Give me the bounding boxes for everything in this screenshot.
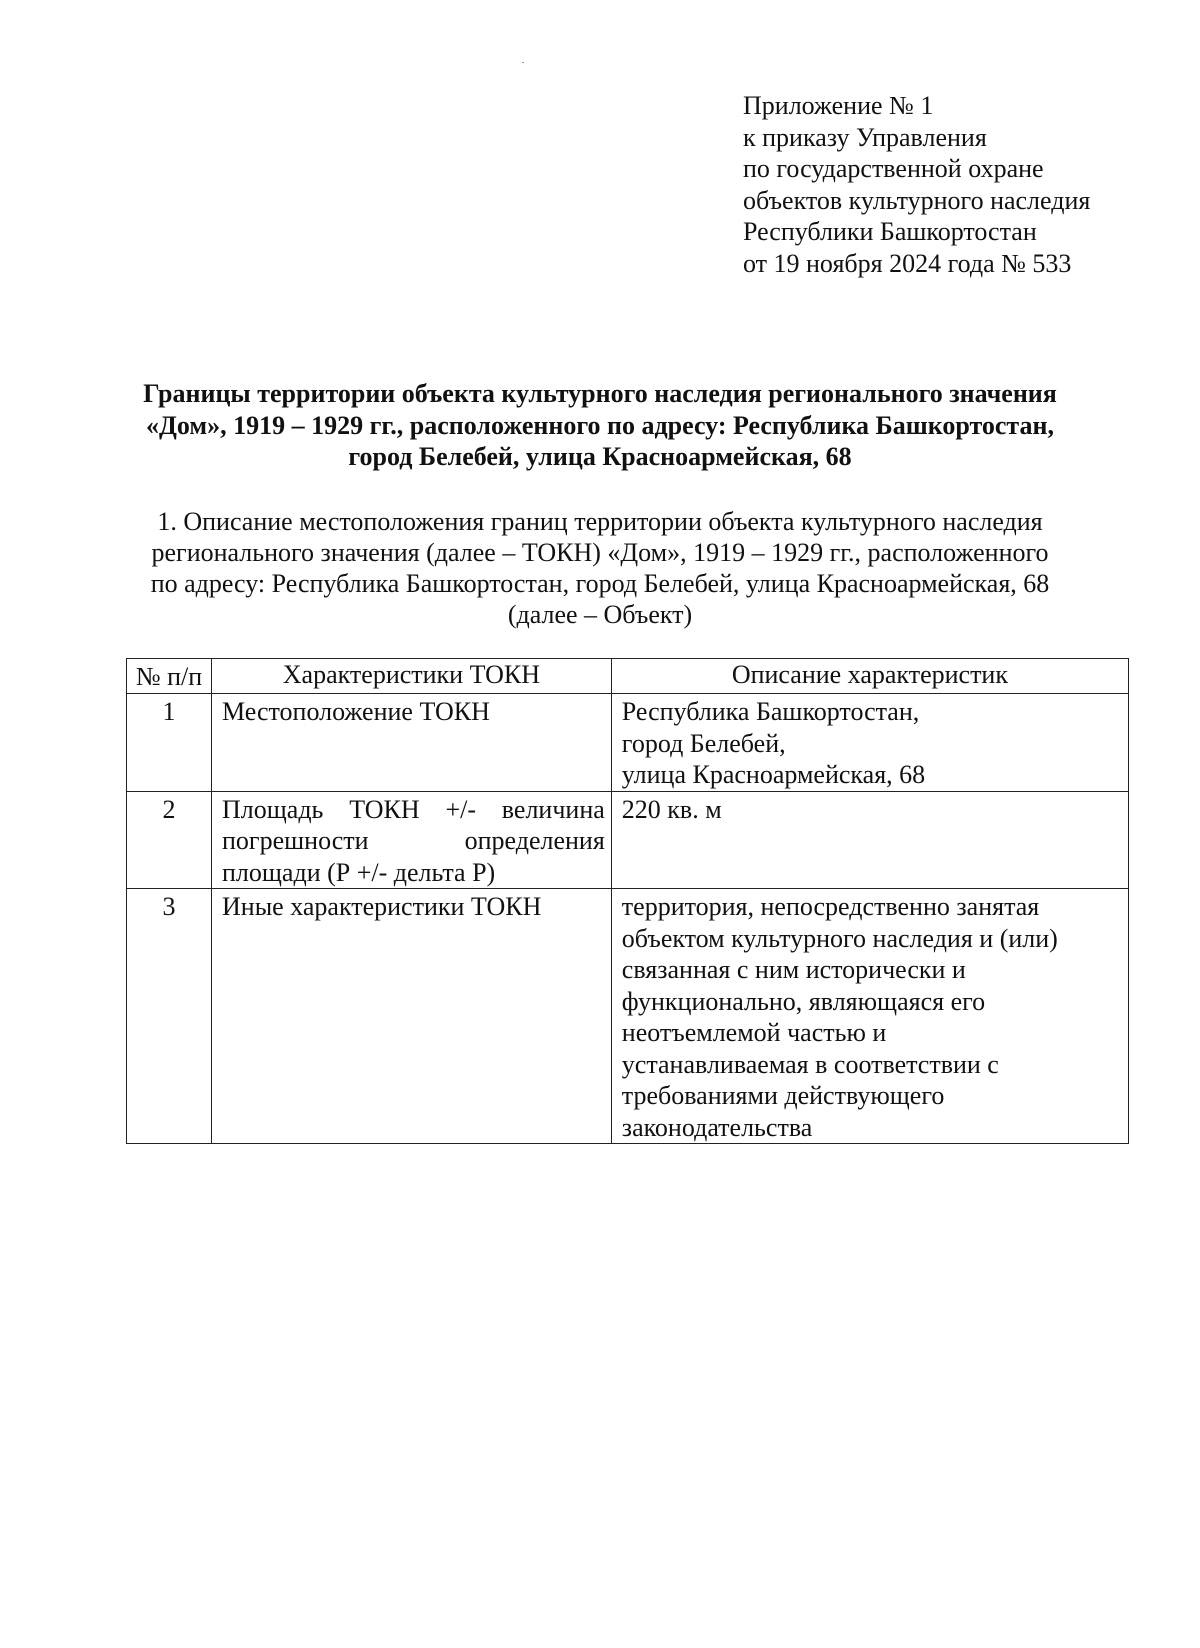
row-characteristic	[212, 791, 612, 889]
header-description: Описание характеристик	[611, 659, 1128, 694]
header-characteristics: Характеристики ТОКН	[212, 659, 612, 694]
description-line: устанавливаемая в соответствии с	[621, 1049, 999, 1079]
word: погрешности	[222, 826, 369, 855]
description-line: связанная с ним исторически и	[621, 955, 966, 984]
table-row	[127, 694, 1129, 792]
row-description	[611, 694, 1128, 792]
appendix-line: от 19 ноября 2024 года № 533	[743, 248, 1072, 278]
description-line: законодательства	[621, 1112, 813, 1142]
title-line: «Дом», 1919 – 1929 гг., расположенного по адресу: Республика Башкортостан,	[145, 410, 1054, 440]
characteristic-line: площади (Р +/- дельта Р)	[222, 857, 496, 887]
table-row	[127, 889, 1129, 1144]
description-line: требованиями действующего	[621, 1081, 945, 1110]
appendix-line: Приложение № 1	[743, 91, 934, 120]
section-line: 1. Описание местоположения границ территории объекта культурного наследия	[157, 507, 1043, 536]
characteristic-line	[222, 825, 605, 857]
document-title	[100, 378, 1100, 473]
appendix-line: к приказу Управления	[743, 122, 987, 152]
description-line: улица Красноармейская, 68	[621, 760, 926, 789]
row-number: 2	[127, 791, 212, 889]
word: определения	[464, 826, 605, 855]
word: величина	[501, 794, 605, 824]
section-line: (далее – Объект)	[507, 600, 693, 629]
row-number: 3	[127, 889, 212, 1144]
row-description: 220 кв. м	[611, 791, 1128, 889]
section-line: по адресу: Республика Башкортостан, город Белебей, улица Красноармейская, 68	[150, 569, 1050, 598]
description-line: Республика Башкортостан,	[621, 697, 920, 726]
appendix-line: по государственной охране	[743, 154, 1044, 183]
title-line: Границы территории объекта культурного наследия регионального значения	[143, 379, 1057, 408]
description-line: функционально, являющаяся его	[621, 986, 986, 1016]
appendix-line: Республики Башкортостан	[743, 217, 1037, 246]
description-line: город Белебей,	[621, 728, 786, 758]
section-line: регионального значения (далее – ТОКН) «Дом», 1919 – 1929 гг., расположенного	[151, 538, 1049, 567]
description-line: территория, непосредственно занятая	[621, 892, 1040, 921]
row-description	[611, 889, 1128, 1144]
appendix-line: объектов культурного наследия	[743, 185, 1091, 215]
word: +/-	[445, 794, 476, 824]
header-number: № п/п	[127, 659, 212, 694]
table-row	[127, 791, 1129, 889]
description-line: объектом культурного наследия и (или)	[621, 923, 1058, 953]
scan-speck	[522, 62, 524, 63]
title-line: город Белебей, улица Красноармейская, 68	[348, 442, 852, 471]
word: Площадь	[222, 794, 324, 824]
description-line: неотъемлемой частью и	[621, 1018, 887, 1047]
row-characteristic: Иные характеристики ТОКН	[212, 889, 612, 1144]
row-characteristic: Местоположение ТОКН	[212, 694, 612, 792]
characteristic-line	[222, 794, 605, 826]
section-heading	[100, 506, 1100, 630]
characteristics-table	[126, 658, 1129, 1144]
appendix-header	[743, 90, 1090, 279]
table-header-row	[127, 659, 1129, 694]
row-number: 1	[127, 694, 212, 792]
word: ТОКН	[349, 794, 420, 824]
